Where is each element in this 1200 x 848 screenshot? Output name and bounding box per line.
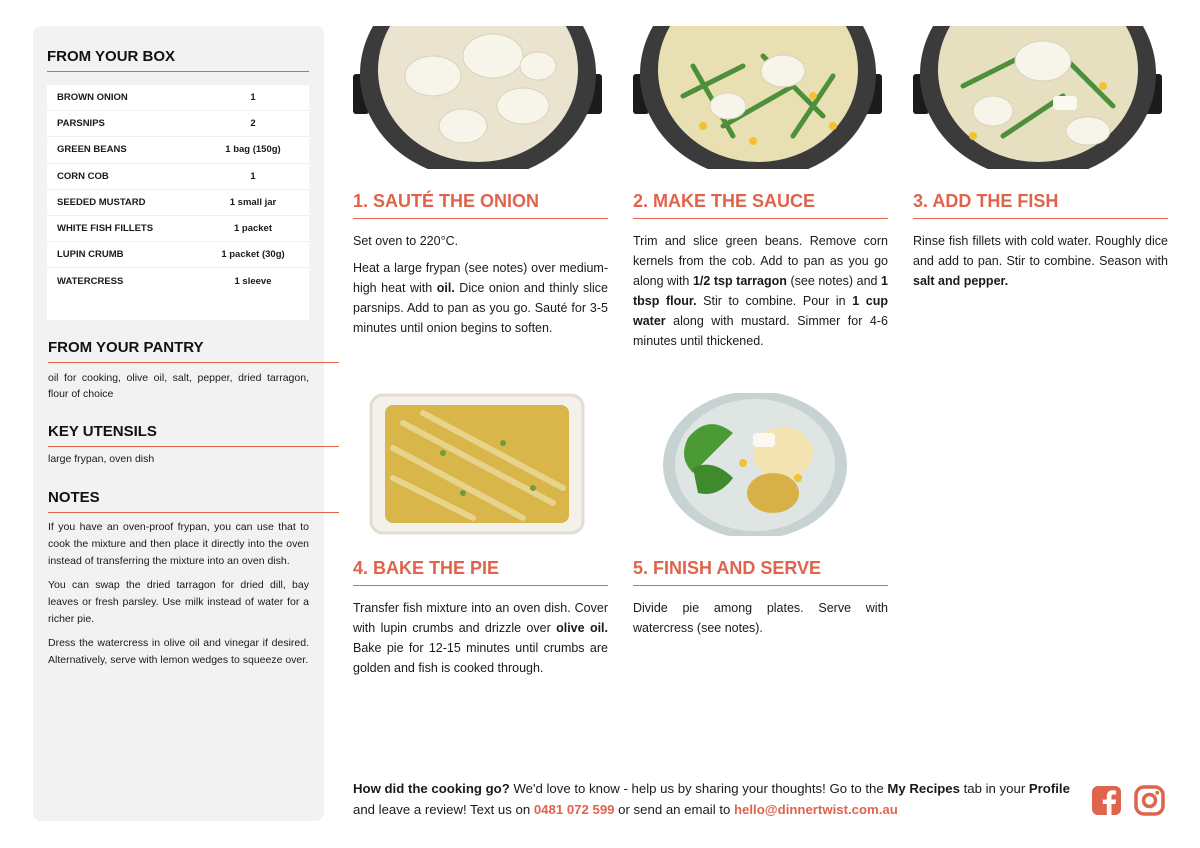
ingredient-name: CORN COB: [57, 170, 109, 182]
ingredient-qty: 1 small jar: [229, 196, 277, 208]
bold-ingredient: olive oil.: [556, 621, 608, 635]
text: tab in your: [959, 781, 1029, 796]
text: (see notes) and: [786, 274, 882, 288]
step-3-photo: [913, 26, 1168, 169]
table-row: [47, 268, 309, 294]
from-your-pantry-title: FROM YOUR PANTRY: [48, 339, 339, 363]
text: along with mustard. Simmer for 4-6 minutes until thickened.: [633, 314, 888, 348]
ingredient-qty: 1 bag (150g): [225, 144, 281, 156]
text: Trim and slice green beans. Remove corn kernels from the cob. Add to pan as you go along with: [633, 234, 888, 288]
note-item: You can swap the dried tarragon for dried dill, bay leaves or fresh parsley. Use milk instead of water for a richer pie.: [48, 579, 309, 625]
ingredient-name: LUPIN CRUMB: [57, 249, 124, 261]
feedback-footer: [353, 778, 1073, 820]
text: Stir to combine. Pour in: [696, 294, 853, 308]
text: Heat a large frypan (see notes) over medium-high heat with: [353, 261, 608, 295]
step-4-line: [353, 598, 608, 678]
step-1-line-2: [353, 258, 608, 338]
ingredient-name: SEEDED MUSTARD: [57, 196, 146, 208]
step-3-title: 3. ADD THE FISH: [913, 191, 1168, 219]
utensils-list: large frypan, oven dish: [48, 453, 155, 465]
step-4-title: 4. BAKE THE PIE: [353, 558, 608, 586]
ingredient-name: PARSNIPS: [57, 118, 105, 130]
bold-ingredient: oil.: [436, 281, 455, 295]
step-5-line: Divide pie among plates. Serve with watercress (see notes).: [633, 601, 888, 635]
step-1-line-1: Set oven to 220°C.: [353, 234, 459, 248]
step-3: [913, 26, 1168, 298]
my-recipes-reference: My Recipes: [887, 781, 960, 796]
bold-ingredient: 1 cup water: [633, 294, 888, 328]
table-row: [47, 216, 309, 242]
step-1: [353, 26, 608, 345]
profile-reference: Profile: [1028, 781, 1070, 796]
step-5-body: [633, 598, 888, 638]
phone-number-link[interactable]: 0481 072 599: [533, 802, 615, 817]
text: Rinse fish fillets with cold water. Roughly dice and add to pan. Stir to combine. Season with: [913, 234, 1168, 268]
key-utensils-title: KEY UTENSILS: [48, 423, 339, 447]
box-ingredients-table: [47, 85, 309, 320]
step-3-body: [913, 231, 1168, 291]
step-5-photo: [633, 393, 888, 536]
step-3-line: [913, 231, 1168, 291]
table-row: [47, 85, 309, 111]
footer-question: How did the cooking go?: [353, 781, 510, 796]
ingredient-qty: 1 packet: [233, 223, 273, 235]
step-2: [633, 26, 888, 358]
text: Transfer fish mixture into an oven dish. Cover with lupin crumbs and drizzle over: [353, 601, 608, 635]
text: or send an email to: [614, 802, 734, 817]
text: and leave a review! Text us on: [353, 802, 534, 817]
ingredient-qty: 2: [250, 118, 256, 130]
step-2-photo: [633, 26, 888, 169]
from-your-box-title: FROM YOUR BOX: [47, 48, 309, 72]
table-row: [47, 164, 309, 190]
step-5-title: 5. FINISH AND SERVE: [633, 558, 888, 586]
step-4: [353, 393, 608, 685]
ingredient-name: BROWN ONION: [57, 92, 128, 104]
step-1-title: 1. SAUTÉ THE ONION: [353, 191, 608, 219]
ingredient-qty: 1 sleeve: [234, 275, 272, 287]
note-item: Dress the watercress in olive oil and vinegar if desired. Alternatively, serve with lemon wedges to squeeze over.: [48, 637, 309, 666]
ingredient-qty: 1: [250, 92, 256, 104]
notes-list: [48, 519, 309, 676]
ingredient-qty: 1: [250, 170, 256, 182]
step-1-body: [353, 231, 608, 338]
bold-ingredient: 1/2 tsp tarragon: [692, 274, 787, 288]
notes-title: NOTES: [48, 489, 339, 513]
bold-ingredient: 1 tbsp flour.: [633, 274, 888, 308]
step-4-body: [353, 598, 608, 678]
note-item: If you have an oven-proof frypan, you can use that to cook the mixture and then place it directly into the oven instead of transferring the mixture into an oven dish.: [48, 521, 309, 567]
step-2-line: [633, 231, 888, 351]
email-link[interactable]: hello@dinnertwist.com.au: [734, 802, 898, 817]
text: Dice onion and thinly slice parsnips. Add to pan as you go. Sauté for 3-5 minutes until onion begins to soften.: [353, 281, 608, 335]
ingredient-name: WHITE FISH FILLETS: [57, 223, 154, 235]
instagram-icon[interactable]: [1134, 785, 1165, 821]
facebook-icon[interactable]: [1091, 785, 1122, 821]
ingredients-sidebar: [33, 26, 324, 821]
step-2-body: [633, 231, 888, 351]
table-row: [47, 137, 309, 163]
step-1-photo: [353, 26, 608, 169]
table-row: [47, 190, 309, 216]
table-row: [47, 242, 309, 268]
step-4-photo: [353, 393, 608, 536]
table-row: [47, 111, 309, 137]
ingredient-name: WATERCRESS: [57, 275, 124, 287]
ingredient-qty: 1 packet (30g): [221, 249, 285, 261]
text: Bake pie for 12-15 minutes until crumbs are golden and fish is cooked through.: [353, 641, 608, 675]
ingredient-name: GREEN BEANS: [57, 144, 127, 156]
text: We'd love to know - help us by sharing your thoughts! Go to the: [509, 781, 888, 796]
pantry-list: oil for cooking, olive oil, salt, pepper, dried tarragon, flour of choice: [48, 372, 309, 400]
step-5: [633, 393, 888, 645]
bold-ingredient: salt and pepper.: [913, 274, 1009, 288]
step-2-title: 2. MAKE THE SAUCE: [633, 191, 888, 219]
